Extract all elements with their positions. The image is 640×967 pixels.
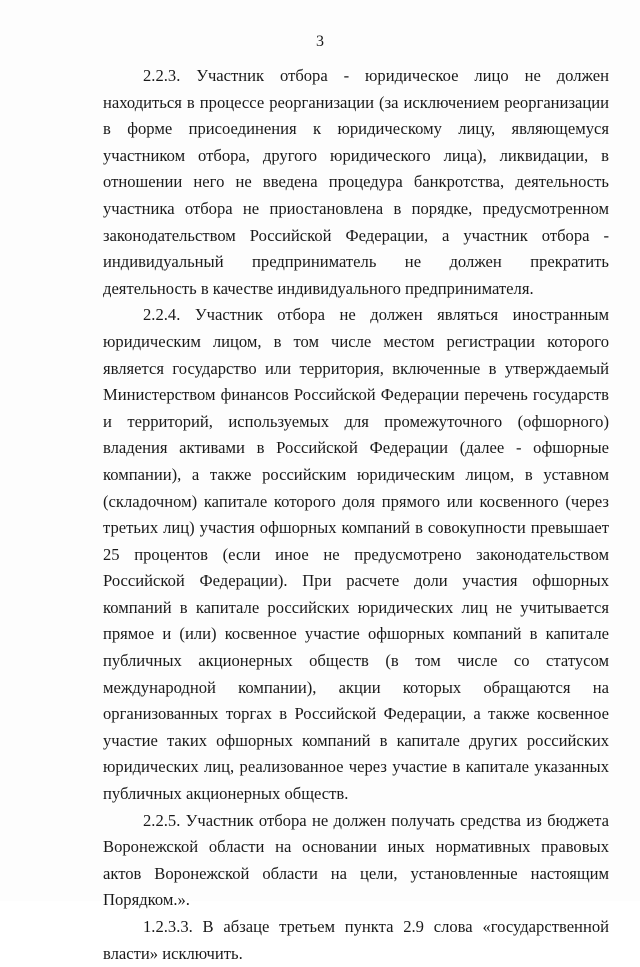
paragraph-1-2-3-3: 1.2.3.3. В абзаце третьем пункта 2.9 слова «государственной власти» исключить. bbox=[103, 917, 609, 963]
paragraph-2-2-5: 2.2.5. Участник отбора не должен получать средства из бюджета Воронежской области на основании иных нормативных правовых актов Воронежской области на цели, установленные настоящим Порядком.». bbox=[103, 810, 609, 910]
page-number: 3 bbox=[316, 33, 324, 50]
paragraph-2-2-4: 2.2.4. Участник отбора не должен являться иностранным юридическим лицом, в том числе местом регистрации которого является государство или территория, включенные в утверждаемый Министерством финансов Российской Федерации перечень государств и территорий, используемых для промежуточного (офшорного) владения активами в Российской Федерации (далее - офшорные компании), а также российским юридическим лицом, в уставном (складочном) капитале которого доля прямого или косвенного (через третьих лиц) участия офшорных компаний в совокупности превышает 25 процентов (если иное не предусмотрено законодательством Российской Федерации). При расчете доли участия офшорных компаний в капитале российских юридических лиц не учитывается прямое и (или) косвенное участие офшорных компаний в капитале публичных акционерных обществ (в том числе со статусом международной компании), акции которых обращаются на организованных торгах в Российской Федерации, а также косвенное участие таких офшорных компаний в капитале других российских юридических лиц, реализованное через участие в капитале указанных публичных акционерных обществ. bbox=[103, 305, 609, 804]
document-body bbox=[103, 63, 609, 967]
paragraph-2-2-3: 2.2.3. Участник отбора - юридическое лицо не должен находиться в процессе реорганизации (за исключением реорганизации в форме присоединения к юридическому лицу, являющемуся участником отбора, другого юридического лица), ликвидации, в отношении него не введена процедура банкротства, деятельность участника отбора не приостановлена в порядке, предусмотренном законодательством Российской Федерации, а участник отбора - индивидуальный предприниматель не должен прекратить деятельность в качестве индивидуального предпринимателя. bbox=[103, 66, 609, 298]
